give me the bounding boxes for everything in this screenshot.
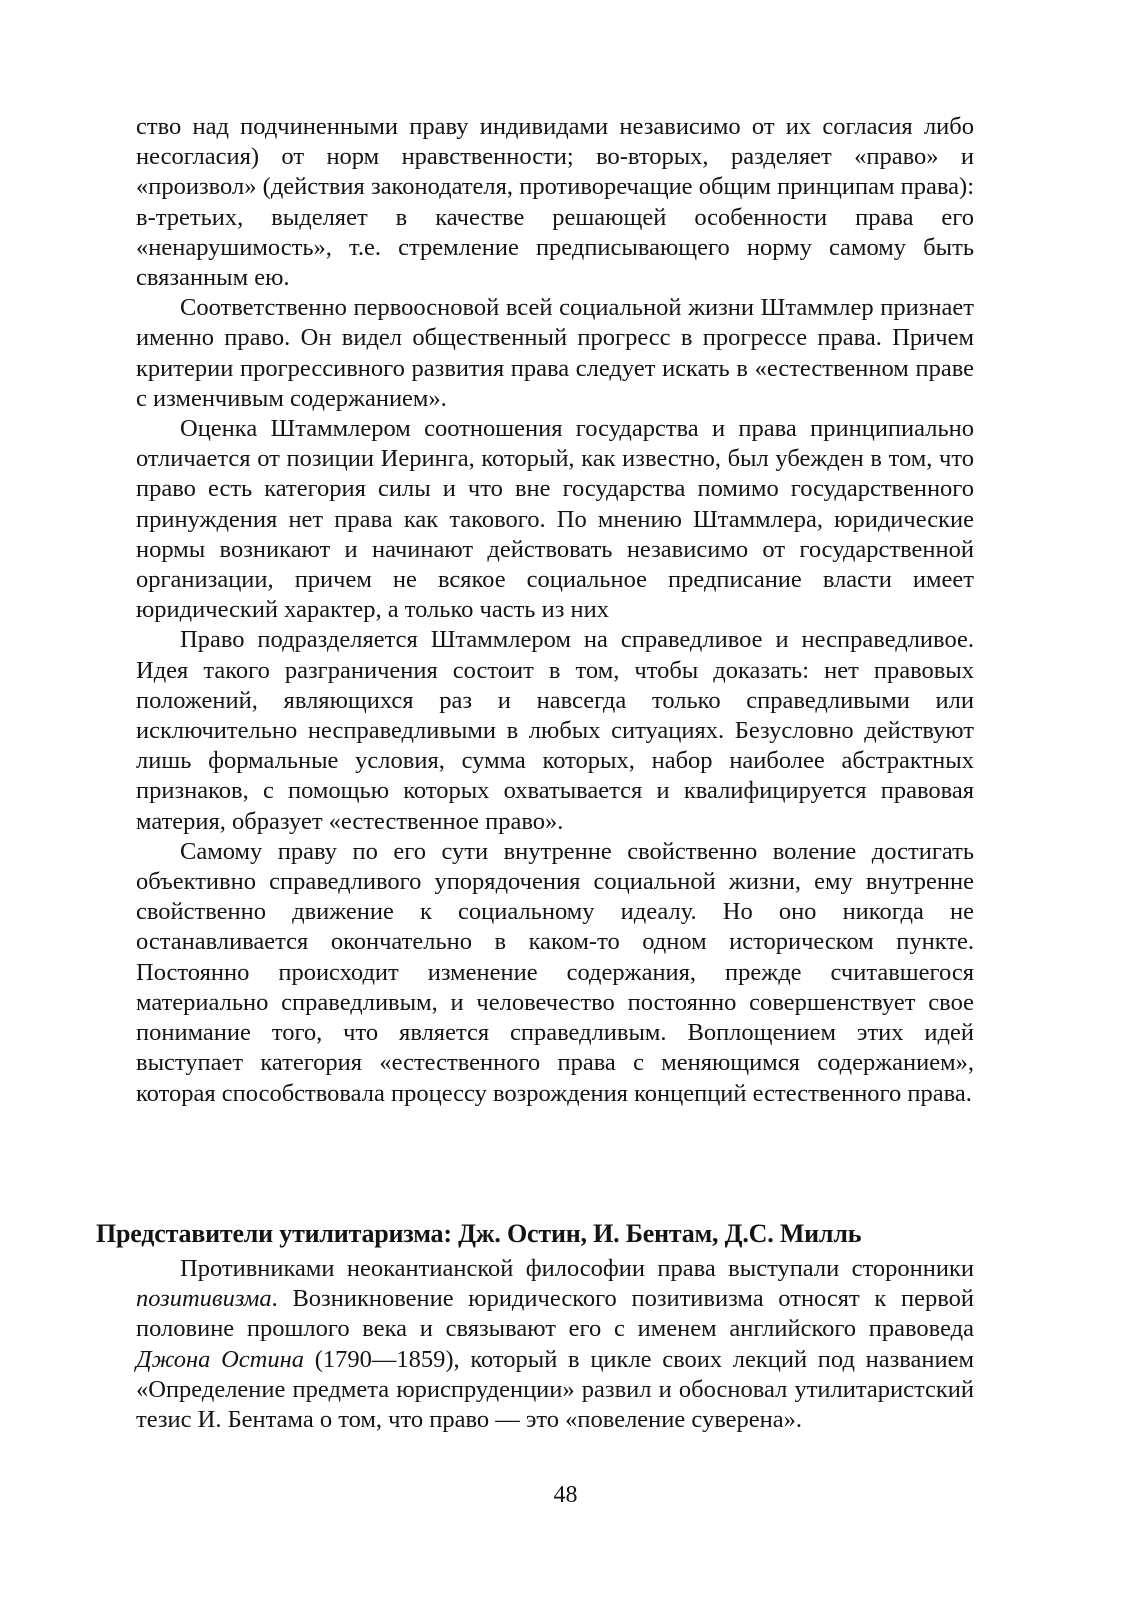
paragraph-positivism [136,1254,974,1435]
paragraph-state-and-law: Оценка Штаммлером соотношения государства и права принципиально отличается от позиции Иеринга, который, как известно, был убежден в том, что право есть категория силы и что вне государства помимо государственного принуждения нет права как такового. По мнению Штаммлера, юридические нормы возникают и начинают действовать независимо от государственной организации, причем не всякое социальное предписание власти имеет юридический характер, а только часть из них [136,415,974,624]
paragraph-positivism-part3: (1790—1859), который в цикле своих лекций под названием «Определение предмета юриспруденции» развил и обосновал утилитаристский тезис И. Бентама о том, что право — это «повеление суверена». [136,1345,974,1434]
top-text-block [136,112,974,1109]
section-heading: Представители утилитаризма: Дж. Остин, И. Бентам, Д.С. Милль [96,1219,862,1248]
paragraph-positivism-part1: Противниками неокантианской философии права выступали сторонники [180,1255,974,1282]
paragraph-positivism-part2: . Возникновение юридического позитивизма относят к первой половине прошлого века и связывают его с именем английского правоведа [136,1285,974,1343]
page-number: 48 [553,1482,578,1508]
paragraph-continued: ство над подчиненными праву индивидами независимо от их согласия либо несогласия) от норм нравственности; во-вторых, разделяет «право» и «произвол» (действия законодателя, противоречащие общим принципам права): в-третьих, выделяет в качестве решающей особенности права его «ненарушимость», т.е. стремление предписывающего норму самому быть связанным ею. [136,113,974,292]
paragraph-social-ideal: Самому праву по его сути внутренне свойственно воление достигать объективно справедливого упорядочения социальной жизни, ему внутренне свойственно движение к социальному идеалу. Но оно никогда не останавливается окончательно в каком-то одном историческом пункте. Постоянно происходит изменение содержания, прежде считавшегося материально справедливым, и человечество постоянно совершенствует свое понимание того, что является справедливым. Воплощением этих идей выступает категория «естественного права с меняющимся содержанием», которая способствовала процессу возрождения концепций естественного права. [136,837,974,1107]
italic-positivism: позитивизма [136,1285,272,1313]
bottom-text-block [136,1254,974,1435]
italic-john-austin: Джона Остина [136,1345,305,1373]
paragraph-just-unjust-law: Право подразделяется Штаммлером на справедливое и несправедливое. Идея такого разграничения состоит в том, чтобы доказать: нет правовых положений, являющихся раз и навсегда только справедливыми или исключительно несправедливыми в любых ситуациях. Безусловно действуют лишь формальные условия, сумма которых, набор наиболее абстрактных признаков, с помощью которых охватывается и квалифицируется правовая материя, образует «естественное право». [136,626,974,835]
paragraph-stammler-foundation: Соответственно первоосновой всей социальной жизни Штаммлер признает именно право. Он видел общественный прогресс в прогрессе права. Причем критерии прогрессивного развития права следует искать в «естественном праве с изменчивым содержанием». [136,294,974,412]
